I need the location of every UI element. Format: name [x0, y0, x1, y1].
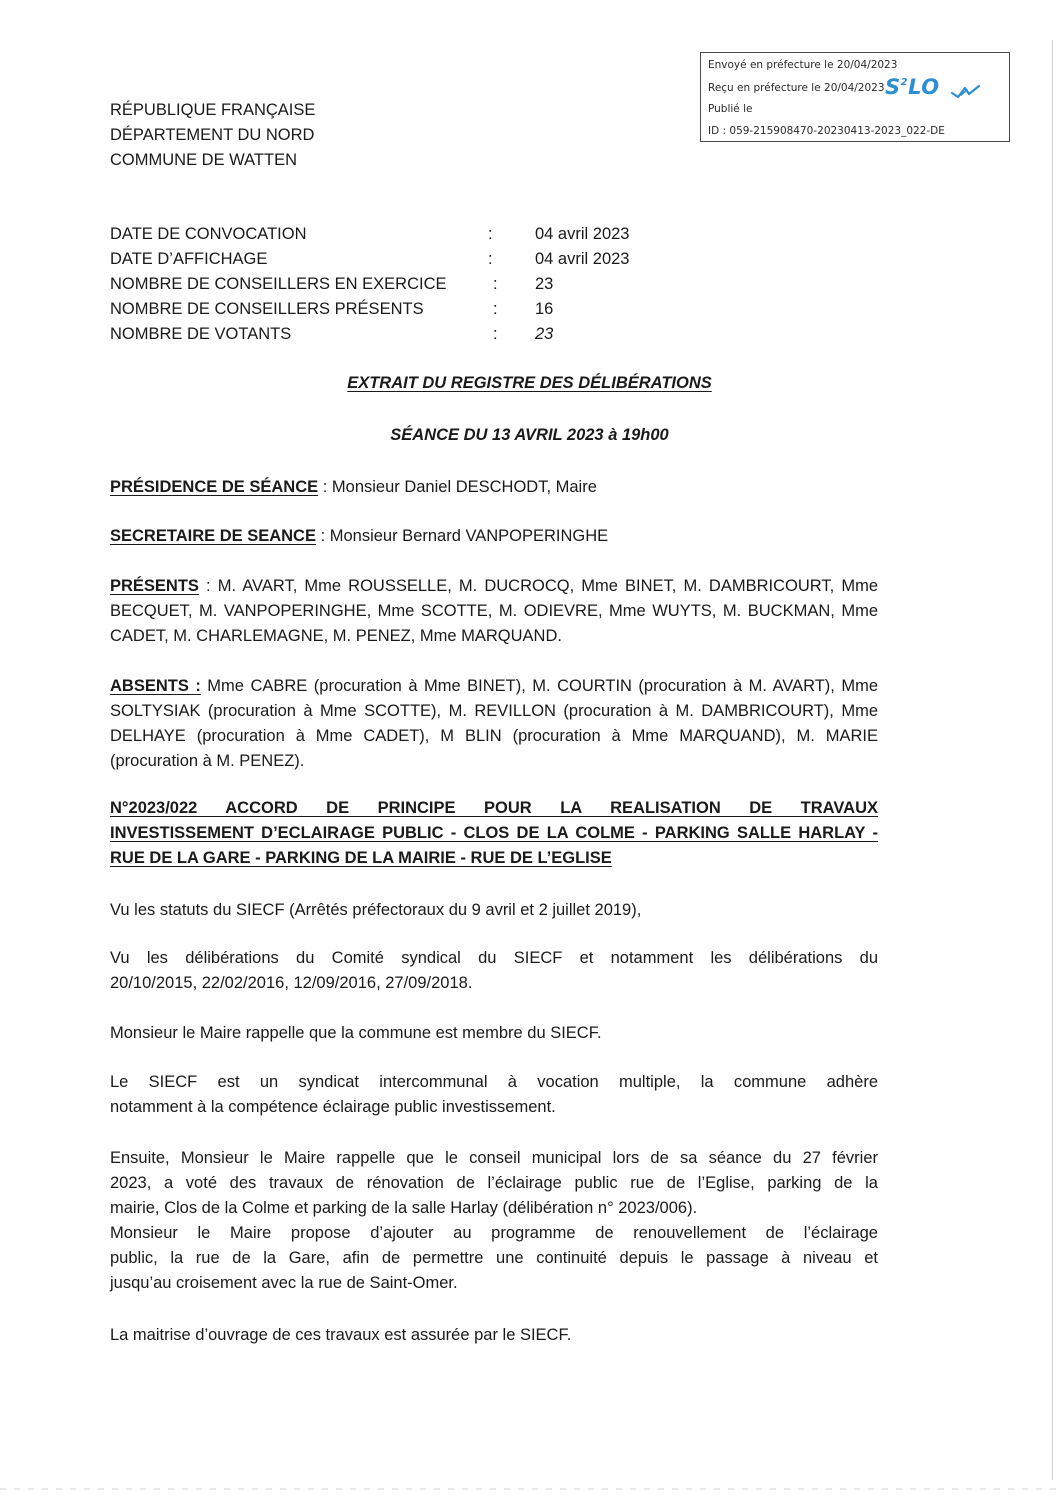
stamp-envoye: Envoyé en préfecture le 20/04/2023 [708, 59, 898, 71]
stamp-id: ID : 059-215908470-20230413-2023_022-DE [708, 125, 945, 137]
info-separator: : [493, 275, 498, 293]
rappel-paragraph: Monsieur le Maire rappelle que la commune est membre du SIECF. [110, 1024, 602, 1042]
info-label: NOMBRE DE CONSEILLERS PRÉSENTS [110, 300, 424, 318]
absents-text: Mme CABRE (procuration à Mme BINET), M. COURTIN (procuration à M. AVART), Mme [200, 677, 879, 695]
seance-title: SÉANCE DU 13 AVRIL 2023 à 19h00 [390, 426, 669, 444]
s2lo-swoosh-icon [951, 85, 981, 99]
vu-deliberations-paragraph [110, 946, 878, 996]
secretaire-label: SECRETAIRE DE SEANCE [110, 527, 316, 545]
info-row [110, 247, 670, 272]
deliberation-title-line: N°2023/022 ACCORD DE PRINCIPE POUR LA REALISATION DE TRAVAUX [110, 799, 878, 817]
info-label: DATE DE CONVOCATION [110, 225, 307, 243]
presents-paragraph [110, 574, 878, 649]
info-label: DATE D’AFFICHAGE [110, 250, 268, 268]
info-row [110, 297, 670, 322]
presents-line: CADET, M. CHARLEMAGNE, M. PENEZ, Mme MARQUAND. [110, 627, 562, 645]
paragraph-line: Ensuite, Monsieur le Maire rappelle que le conseil municipal lors de sa séance du 27 février [110, 1149, 878, 1167]
session-info-table [110, 222, 670, 347]
ensuite-paragraph [110, 1146, 878, 1296]
secretaire-text: : Monsieur Bernard VANPOPERINGHE [315, 527, 609, 545]
info-value: 04 avril 2023 [535, 225, 630, 243]
header-republique: RÉPUBLIQUE FRANÇAISE [110, 101, 316, 119]
paragraph-line: 20/10/2015, 22/02/2016, 12/09/2016, 27/09/2018. [110, 974, 473, 992]
presidence-text: : Monsieur Daniel DESCHODT, Maire [318, 478, 597, 496]
scan-edge-line [1052, 40, 1053, 1480]
presidence-label: PRÉSIDENCE DE SÉANCE [110, 478, 319, 496]
info-value: 16 [535, 300, 554, 318]
vu-statuts-paragraph: Vu les statuts du SIECF (Arrêtés préfectoraux du 9 avril et 2 juillet 2019), [110, 901, 642, 919]
header-departement: DÉPARTEMENT DU NORD [110, 126, 315, 144]
absents-line: DELHAYE (procuration à Mme CADET), M BLIN (procuration à Mme MARQUAND), M. MARIE [110, 727, 878, 745]
scan-bottom-artifact [0, 1488, 1059, 1490]
deliberation-title [110, 796, 878, 871]
maitrise-paragraph: La maitrise d’ouvrage de ces travaux est assurée par le SIECF. [110, 1326, 572, 1344]
absents-line [110, 674, 878, 699]
presents-line: BECQUET, M. VANPOPERINGHE, Mme SCOTTE, M. ODIEVRE, Mme WUYTS, M. BUCKMAN, Mme [110, 602, 878, 620]
info-separator: : [488, 250, 493, 268]
absents-label: ABSENTS : [110, 677, 201, 695]
deliberation-title-line [110, 846, 878, 871]
secretaire-paragraph [110, 524, 878, 549]
presents-text: : M. AVART, Mme ROUSSELLE, M. DUCROCQ, Mme BINET, M. DAMBRICOURT, Mme [198, 577, 878, 595]
info-separator: : [488, 225, 493, 243]
presents-label: PRÉSENTS [110, 577, 199, 595]
paragraph-line: mairie, Clos de la Colme et parking de la salle Harlay (délibération n° 2023/006). [110, 1199, 698, 1217]
paragraph-line: jusqu’au croisement avec la rue de Saint-Omer. [110, 1274, 458, 1292]
absents-paragraph [110, 674, 878, 774]
info-label: NOMBRE DE VOTANTS [110, 325, 292, 343]
extrait-title-text: EXTRAIT DU REGISTRE DES DÉLIBÉRATIONS [347, 374, 712, 392]
paragraph-line: Vu les délibérations du Comité syndical du SIECF et notamment les délibérations du [110, 949, 878, 967]
document-header [110, 98, 315, 173]
info-label: NOMBRE DE CONSEILLERS EN EXERCICE [110, 275, 447, 293]
info-value: 04 avril 2023 [535, 250, 630, 268]
stamp-publie: Publié le [708, 103, 753, 115]
paragraph-line: notamment à la compétence éclairage public investissement. [110, 1098, 556, 1116]
paragraph-line: public, la rue de la Gare, afin de permettre une continuité depuis le passage à niveau et [110, 1249, 878, 1267]
info-separator: : [493, 325, 498, 343]
paragraph-line: Monsieur le Maire propose d’ajouter au programme de renouvellement de l’éclairage [110, 1224, 878, 1242]
header-commune: COMMUNE DE WATTEN [110, 151, 297, 169]
prefecture-stamp [700, 52, 1010, 142]
info-value: 23 [535, 325, 554, 343]
info-row [110, 322, 670, 347]
absents-line: (procuration à M. PENEZ). [110, 752, 305, 770]
info-separator: : [493, 300, 498, 318]
paragraph-line: Le SIECF est un syndicat intercommunal à vocation multiple, la commune adhère [110, 1073, 878, 1091]
paragraph-line: 2023, a voté des travaux de rénovation de l’éclairage public rue de l’Eglise, parking de la [110, 1174, 878, 1192]
siecf-paragraph [110, 1070, 878, 1120]
presidence-paragraph [110, 475, 878, 500]
info-row [110, 222, 670, 247]
deliberation-title-line: INVESTISSEMENT D’ECLAIRAGE PUBLIC - CLOS DE LA COLME - PARKING SALLE HARLAY - [110, 824, 878, 842]
deliberation-title-line-text: RUE DE LA GARE - PARKING DE LA MAIRIE - RUE DE L’EGLISE [110, 849, 612, 867]
info-row [110, 272, 670, 297]
extrait-title [0, 374, 1059, 393]
presents-line [110, 574, 878, 599]
info-value: 23 [535, 275, 554, 293]
absents-line: SOLTYSIAK (procuration à Mme SCOTTE), M. REVILLON (procuration à M. DAMBRICOURT), Mme [110, 702, 878, 720]
s2lo-logo: $S^2LO$ [885, 75, 940, 99]
stamp-recu: Reçu en préfecture le 20/04/2023 [708, 82, 885, 94]
